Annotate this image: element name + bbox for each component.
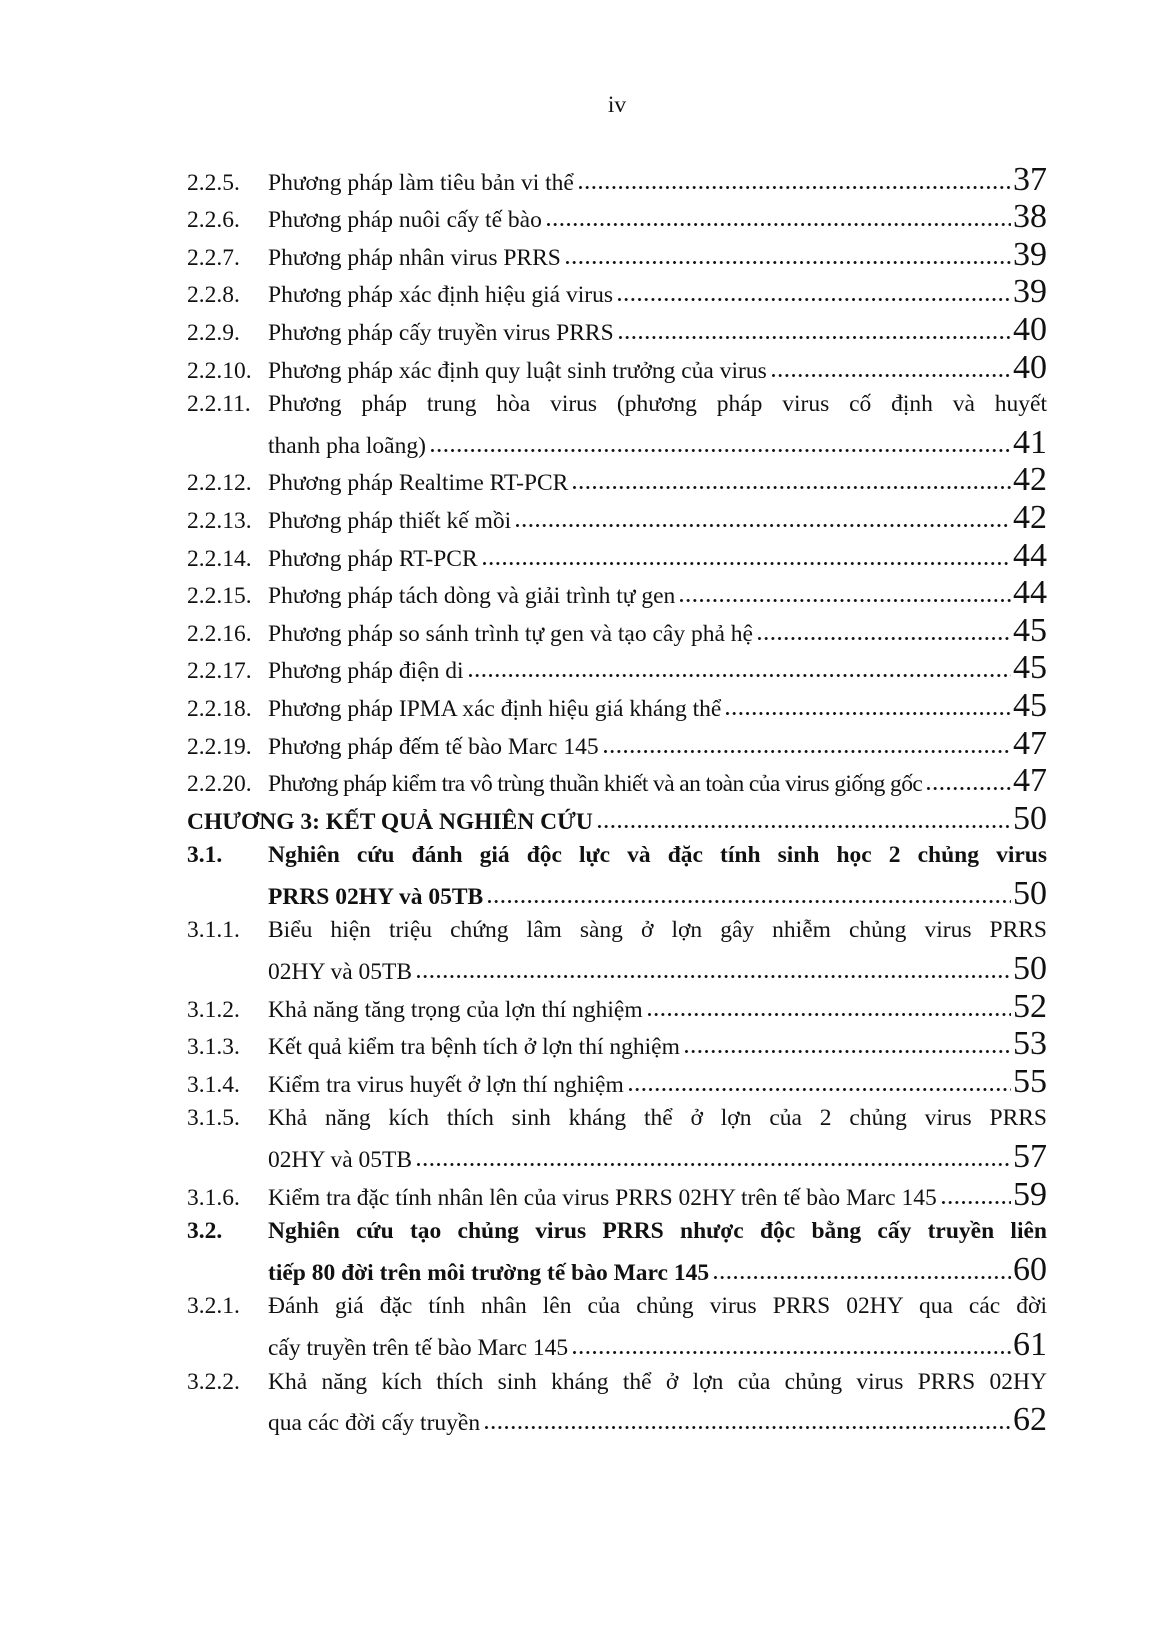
- toc-line: [187, 800, 1047, 838]
- entry-title: Phương pháp xác định hiệu giá virus: [268, 282, 613, 309]
- entry-number: 3.1.4.: [187, 1071, 240, 1098]
- toc-entry: [187, 1364, 1047, 1439]
- toc-entry: [187, 1100, 1047, 1175]
- dot-leader: [648, 1013, 1011, 1016]
- toc-entry: [187, 725, 1047, 763]
- dot-leader: [431, 449, 1011, 452]
- entry-page-ref: 39: [1013, 273, 1047, 311]
- entry-page-ref: 47: [1013, 762, 1047, 800]
- toc-entry: [187, 1063, 1047, 1101]
- dot-leader: [618, 298, 1011, 301]
- entry-number: 2.2.16.: [187, 620, 252, 647]
- toc-entry: [187, 349, 1047, 387]
- entry-number: 3.1.: [187, 842, 223, 869]
- entry-page-ref: 52: [1013, 987, 1047, 1025]
- dot-leader: [629, 1088, 1011, 1091]
- dot-leader: [573, 1351, 1011, 1354]
- toc-line: [187, 236, 1047, 274]
- entry-title: cấy truyền trên tế bào Marc 145: [268, 1335, 569, 1361]
- entry-number: 3.1.2.: [187, 996, 240, 1023]
- dot-leader: [469, 674, 1011, 677]
- toc-line: [187, 950, 1047, 988]
- toc-line: [187, 1176, 1047, 1214]
- dot-leader: [417, 975, 1011, 978]
- dot-leader: [485, 1426, 1011, 1429]
- toc-entry: [187, 537, 1047, 575]
- toc-entry: [187, 311, 1047, 349]
- entry-number: 2.2.7.: [187, 244, 240, 271]
- table-of-contents: [187, 161, 1047, 1439]
- entry-title: Phương pháp tách dòng và giải trình tự gen: [268, 583, 676, 610]
- entry-title: Phương pháp RT-PCR: [268, 545, 478, 572]
- dot-leader: [714, 1276, 1011, 1279]
- dot-leader: [604, 750, 1011, 753]
- entry-number: 3.2.: [187, 1218, 223, 1245]
- dot-leader: [547, 223, 1011, 226]
- toc-line: [187, 461, 1047, 499]
- entry-title: Phương pháp trung hòa virus (phương pháp virus cố định và huyết: [268, 391, 1047, 418]
- toc-entry: [187, 612, 1047, 650]
- toc-line: [187, 1364, 1047, 1402]
- entry-number: 2.2.19.: [187, 733, 252, 760]
- toc-line: [187, 649, 1047, 687]
- dot-leader: [927, 787, 1011, 790]
- dot-leader: [488, 900, 1011, 903]
- entry-page-ref: 41: [1013, 423, 1047, 461]
- entry-title: tiếp 80 đời trên môi trường tế bào Marc 145: [268, 1259, 710, 1286]
- dot-leader: [483, 562, 1011, 565]
- toc-entry: [187, 687, 1047, 725]
- entry-number: 2.2.9.: [187, 319, 240, 346]
- toc-line: [187, 988, 1047, 1026]
- entry-number: 2.2.15.: [187, 583, 252, 610]
- entry-page-ref: 44: [1013, 536, 1047, 574]
- entry-page-ref: 40: [1013, 310, 1047, 348]
- entry-title: Phương pháp thiết kế mồi: [268, 507, 512, 534]
- entry-title: Kiểm tra virus huyết ở lợn thí nghiệm: [268, 1071, 624, 1098]
- entry-title: Khả năng kích thích sinh kháng thể ở lợn của chủng virus PRRS 02HY: [268, 1368, 1047, 1395]
- entry-page-ref: 57: [1013, 1138, 1047, 1176]
- entry-title: Biểu hiện triệu chứng lâm sàng ở lợn gây nhiễm chủng virus PRRS: [268, 917, 1047, 944]
- entry-page-ref: 38: [1013, 198, 1047, 236]
- toc-entry: [187, 649, 1047, 687]
- toc-entry: [187, 1176, 1047, 1214]
- toc-entry: [187, 161, 1047, 199]
- entry-page-ref: 61: [1013, 1326, 1047, 1363]
- toc-line: [187, 875, 1047, 913]
- entry-title: Phương pháp so sánh trình tự gen và tạo cây phả hệ: [268, 620, 753, 647]
- entry-title: thanh pha loãng): [268, 432, 426, 459]
- toc-line: [187, 574, 1047, 612]
- entry-number: 2.2.17.: [187, 658, 252, 685]
- entry-title: CHƯƠNG 3: KẾT QUẢ NGHIÊN CỨU: [187, 808, 593, 835]
- toc-entry: [187, 273, 1047, 311]
- entry-title: Phương pháp IPMA xác định hiệu giá kháng thể: [268, 695, 722, 722]
- dot-leader: [726, 712, 1011, 715]
- dot-leader: [680, 599, 1011, 602]
- toc-line: [187, 762, 1047, 800]
- toc-line: [187, 386, 1047, 424]
- entry-title: PRRS 02HY và 05TB: [268, 883, 484, 910]
- entry-number: 2.2.10.: [187, 357, 252, 384]
- entry-number: 2.2.18.: [187, 695, 252, 722]
- entry-page-ref: 44: [1013, 574, 1047, 612]
- toc-entry: [187, 837, 1047, 912]
- toc-line: [187, 349, 1047, 387]
- entry-page-ref: 39: [1013, 235, 1047, 273]
- entry-page-ref: 45: [1013, 686, 1047, 724]
- toc-line: [187, 912, 1047, 950]
- toc-line: [187, 1213, 1047, 1251]
- toc-line: [187, 1100, 1047, 1138]
- entry-page-ref: 37: [1013, 160, 1047, 198]
- entry-number: 2.2.12.: [187, 470, 252, 497]
- toc-entry: [187, 499, 1047, 537]
- toc-line: [187, 1138, 1047, 1176]
- toc-entry: [187, 988, 1047, 1026]
- entry-number: 3.1.3.: [187, 1034, 240, 1061]
- entry-number: 3.1.6.: [187, 1184, 240, 1211]
- entry-page-ref: 47: [1013, 724, 1047, 762]
- entry-number: 3.2.2.: [187, 1368, 240, 1395]
- entry-title: Phương pháp làm tiêu bản vi thể: [268, 169, 574, 196]
- entry-number: 3.2.1.: [187, 1293, 240, 1320]
- dot-leader: [598, 825, 1011, 828]
- entry-title: qua các đời cấy truyền: [268, 1410, 481, 1437]
- dot-leader: [573, 486, 1011, 489]
- entry-page-ref: 45: [1013, 611, 1047, 649]
- entry-number: 2.2.11.: [187, 391, 251, 418]
- entry-title: Phương pháp điện di: [268, 658, 464, 685]
- dot-leader: [942, 1201, 1011, 1204]
- dot-leader: [516, 524, 1011, 527]
- toc-entry: [187, 800, 1047, 838]
- entry-title: Khả năng tăng trọng của lợn thí nghiệm: [268, 996, 643, 1023]
- entry-title: Nghiên cứu đánh giá độc lực và đặc tính sinh học 2 chủng virus: [268, 842, 1047, 869]
- toc-line: [187, 725, 1047, 763]
- toc-line: [187, 537, 1047, 575]
- dot-leader: [758, 637, 1011, 640]
- dot-leader: [685, 1050, 1011, 1053]
- toc-line: [187, 1063, 1047, 1101]
- entry-page-ref: 45: [1013, 649, 1047, 687]
- entry-page-ref: 60: [1013, 1250, 1047, 1288]
- entry-page-ref: 42: [1013, 498, 1047, 536]
- entry-title: Phương pháp đếm tế bào Marc 145: [268, 733, 599, 760]
- entry-number: 3.1.5.: [187, 1105, 240, 1132]
- entry-page-ref: 42: [1013, 461, 1047, 499]
- entry-number: 2.2.8.: [187, 282, 240, 309]
- entry-title: Kiểm tra đặc tính nhân lên của virus PRRS 02HY trên tế bào Marc 145: [268, 1184, 937, 1211]
- toc-entry: [187, 1288, 1047, 1363]
- toc-line: [187, 161, 1047, 199]
- toc-line: [187, 1025, 1047, 1063]
- entry-page-ref: 53: [1013, 1025, 1047, 1063]
- entry-title: Nghiên cứu tạo chủng virus PRRS nhược độc bằng cấy truyền liên: [268, 1218, 1047, 1245]
- toc-line: [187, 499, 1047, 537]
- entry-title: Kết quả kiểm tra bệnh tích ở lợn thí nghiệm: [268, 1034, 680, 1061]
- entry-page-ref: 50: [1013, 874, 1047, 912]
- entry-title: Phương pháp Realtime RT-PCR: [268, 470, 569, 497]
- toc-entry: [187, 912, 1047, 987]
- entry-page-ref: 40: [1013, 348, 1047, 386]
- entry-title: Phương pháp xác định quy luật sinh trưởng của virus: [268, 357, 767, 384]
- toc-entry: [187, 198, 1047, 236]
- dot-leader: [566, 261, 1011, 264]
- entry-title: Phương pháp nhân virus PRRS: [268, 244, 561, 271]
- entry-page-ref: 62: [1013, 1401, 1047, 1439]
- entry-number: 2.2.6.: [187, 207, 240, 234]
- entry-page-ref: 59: [1013, 1175, 1047, 1213]
- entry-title: 02HY và 05TB: [268, 959, 413, 986]
- toc-entry: [187, 1025, 1047, 1063]
- toc-line: [187, 424, 1047, 462]
- toc-line: [187, 837, 1047, 875]
- page-number-label: iv: [607, 92, 627, 118]
- toc-line: [187, 311, 1047, 349]
- toc-line: [187, 687, 1047, 725]
- toc-line: [187, 1401, 1047, 1439]
- entry-title: Đánh giá đặc tính nhân lên của chủng virus PRRS 02HY qua các đời: [268, 1293, 1047, 1320]
- toc-line: [187, 612, 1047, 650]
- toc-entry: [187, 1213, 1047, 1288]
- dot-leader: [619, 336, 1011, 339]
- entry-title: Khả năng kích thích sinh kháng thể ở lợn của 2 chủng virus PRRS: [268, 1105, 1047, 1132]
- entry-page-ref: 50: [1013, 950, 1047, 988]
- toc-entry: [187, 762, 1047, 800]
- entry-page-ref: 55: [1013, 1062, 1047, 1100]
- toc-entry: [187, 236, 1047, 274]
- toc-entry: [187, 461, 1047, 499]
- entry-number: 2.2.14.: [187, 545, 252, 572]
- dot-leader: [579, 186, 1011, 189]
- entry-number: 2.2.20.: [187, 771, 252, 798]
- toc-line: [187, 198, 1047, 236]
- entry-number: 2.2.5.: [187, 169, 240, 196]
- toc-line: [187, 273, 1047, 311]
- page-content: [187, 87, 1047, 1439]
- entry-number: 3.1.1.: [187, 917, 240, 944]
- entry-title: Phương pháp cấy truyền virus PRRS: [268, 319, 614, 346]
- entry-title: 02HY và 05TB: [268, 1147, 413, 1174]
- dot-leader: [772, 374, 1011, 377]
- entry-title: Phương pháp kiểm tra vô trùng thuần khiết và an toàn của virus giống gốc: [268, 771, 923, 798]
- toc-entry: [187, 574, 1047, 612]
- toc-entry: [187, 386, 1047, 461]
- toc-line: [187, 1326, 1047, 1364]
- toc-line: [187, 1288, 1047, 1326]
- entry-number: 2.2.13.: [187, 507, 252, 534]
- entry-title: Phương pháp nuôi cấy tế bào: [268, 207, 542, 234]
- toc-line: [187, 1251, 1047, 1289]
- entry-page-ref: 50: [1013, 799, 1047, 837]
- dot-leader: [417, 1163, 1011, 1166]
